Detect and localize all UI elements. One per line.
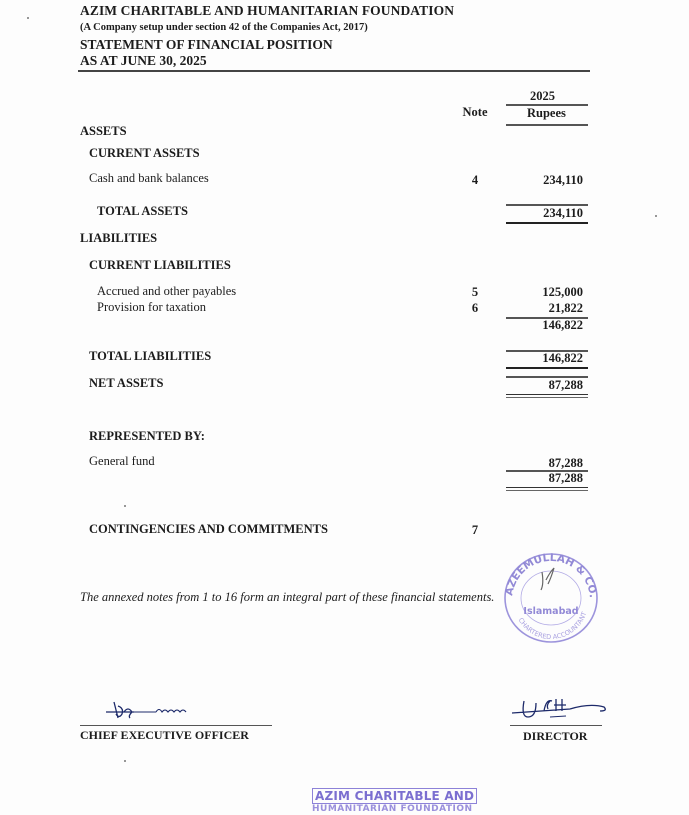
liability-note: 5 (471, 285, 479, 299)
scan-speck (27, 17, 29, 19)
scan-speck (124, 505, 126, 507)
asset-note: 4 (471, 173, 479, 187)
year-column-header: 2025 (530, 89, 555, 103)
director-signature-line (510, 725, 602, 726)
scan-speck (124, 760, 126, 762)
liability-note: 6 (471, 301, 479, 315)
total-assets-bottom-rule (506, 222, 588, 224)
director-signature (510, 695, 615, 728)
note-column-header: Note (462, 105, 488, 119)
asset-label: Cash and bank balances (89, 171, 209, 185)
fund-total: 87,288 (548, 471, 583, 485)
director-title: DIRECTOR (523, 729, 588, 743)
company-stamp (312, 785, 482, 815)
net-assets-label: NET ASSETS (89, 376, 164, 390)
total-liabilities-bottom-rule (506, 367, 588, 369)
liability-amount: 21,822 (548, 301, 583, 315)
fund-amount: 87,288 (548, 456, 583, 470)
total-assets-amount: 234,110 (543, 206, 583, 220)
total-liabilities-label: TOTAL LIABILITIES (89, 349, 212, 363)
assets-heading: ASSETS (80, 124, 127, 138)
auditor-stamp (498, 548, 604, 646)
fund-label: General fund (89, 454, 155, 468)
total-assets-label: TOTAL ASSETS (97, 204, 188, 218)
current-liabilities-heading: CURRENT LIABILITIES (89, 258, 231, 272)
company-stamp-line1: AZIM CHARITABLE AND (312, 788, 477, 804)
currency-underline (506, 124, 588, 126)
company-stamp-line2: HUMANITARIAN FOUNDATION (312, 804, 473, 814)
stamp-city: Islamabad (523, 606, 580, 617)
net-assets-double-rule (506, 394, 588, 398)
annexed-notes-statement: The annexed notes from 1 to 16 form an integral part of these financial statements. (80, 590, 495, 604)
ceo-signature (104, 698, 194, 727)
liabilities-heading: LIABILITIES (80, 231, 158, 245)
company-subtitle: (A Company setup under section 42 of the Companies Act, 2017) (80, 22, 368, 33)
liability-label: Provision for taxation (97, 300, 207, 314)
liability-amount: 125,000 (542, 285, 583, 299)
statement-date: AS AT JUNE 30, 2025 (80, 53, 207, 68)
stamp-bottom-text: CHARTERED ACCOUNTANT (517, 610, 589, 642)
liabilities-subtotal: 146,822 (542, 318, 583, 332)
represented-by-heading: REPRESENTED BY: (89, 429, 205, 443)
net-assets-amount: 87,288 (548, 378, 583, 392)
contingencies-note: 7 (471, 523, 479, 537)
statement-title: STATEMENT OF FINANCIAL POSITION (80, 37, 333, 52)
contingencies-label: CONTINGENCIES AND COMMITMENTS (89, 522, 328, 536)
liability-label: Accrued and other payables (97, 284, 237, 298)
ceo-signature-line (80, 725, 272, 726)
fund-total-double-rule (506, 487, 588, 491)
stamp-top-text: AZEEMULLAH & CO. (503, 551, 600, 599)
header-divider (78, 70, 590, 72)
ceo-title: CHIEF EXECUTIVE OFFICER (80, 728, 249, 742)
asset-amount: 234,110 (543, 173, 583, 187)
currency-column-header: Rupees (527, 106, 566, 120)
scan-speck (655, 215, 657, 217)
current-assets-heading: CURRENT ASSETS (89, 146, 200, 160)
total-liabilities-amount: 146,822 (542, 351, 583, 365)
company-name: AZIM CHARITABLE AND HUMANITARIAN FOUNDATION (80, 3, 455, 18)
